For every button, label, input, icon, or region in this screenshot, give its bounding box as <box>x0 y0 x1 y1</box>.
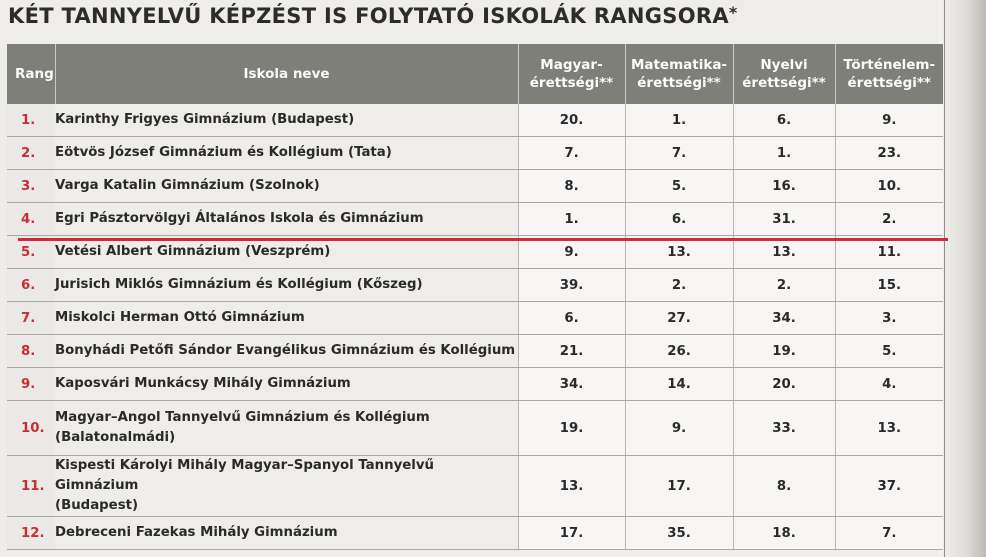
header-school <box>55 44 518 104</box>
header-tort-line1: Történelem- <box>843 57 936 73</box>
header-nyelvi-line1: Nyelvi <box>760 57 808 73</box>
table-row <box>7 137 943 170</box>
school-cell <box>55 104 518 137</box>
matek-cell: 26. <box>625 335 733 368</box>
tort-cell: 9. <box>835 104 943 137</box>
table-row <box>7 517 943 550</box>
nyelvi-cell: 31. <box>733 203 835 236</box>
tort-cell: 5. <box>835 335 943 368</box>
magyar-cell: 19. <box>518 401 625 456</box>
table-row <box>7 203 943 236</box>
matek-cell: 1. <box>625 104 733 137</box>
matek-cell: 7. <box>625 137 733 170</box>
header-row <box>7 44 943 104</box>
tort-cell: 15. <box>835 269 943 302</box>
nyelvi-cell: 1. <box>733 137 835 170</box>
school-name: Egri Pásztorvölgyi Általános Iskola és Gimnázium <box>55 211 424 226</box>
school-cell <box>55 335 518 368</box>
title-footnote-mark: * <box>728 3 738 22</box>
nyelvi-cell: 8. <box>733 456 835 517</box>
nyelvi-cell: 19. <box>733 335 835 368</box>
table-row <box>7 335 943 368</box>
matek-cell: 27. <box>625 302 733 335</box>
tort-cell: 3. <box>835 302 943 335</box>
rank-cell: 6. <box>7 269 55 302</box>
tort-cell: 13. <box>835 401 943 456</box>
table-row <box>7 368 943 401</box>
rank-cell: 2. <box>7 137 55 170</box>
magyar-cell: 20. <box>518 104 625 137</box>
matek-cell: 14. <box>625 368 733 401</box>
magyar-cell: 8. <box>518 170 625 203</box>
nyelvi-cell: 18. <box>733 517 835 550</box>
magyar-cell: 34. <box>518 368 625 401</box>
school-name: Miskolci Herman Ottó Gimnázium <box>55 310 305 325</box>
table-row <box>7 269 943 302</box>
table-row <box>7 401 943 456</box>
school-name-line2: (Budapest) <box>55 498 139 513</box>
matek-cell: 6. <box>625 203 733 236</box>
magyar-cell: 21. <box>518 335 625 368</box>
matek-cell: 35. <box>625 517 733 550</box>
matek-cell: 13. <box>625 236 733 269</box>
magyar-cell: 13. <box>518 456 625 517</box>
school-name: Debreceni Fazekas Mihály Gimnázium <box>55 525 338 540</box>
ranking-table <box>7 44 943 550</box>
header-magyar <box>518 44 625 104</box>
nyelvi-cell: 13. <box>733 236 835 269</box>
rank-cell: 7. <box>7 302 55 335</box>
school-cell <box>55 203 518 236</box>
rank-cell: 5. <box>7 236 55 269</box>
magyar-cell: 17. <box>518 517 625 550</box>
matek-cell: 5. <box>625 170 733 203</box>
title-text: KÉT TANNYELVŰ KÉPZÉST IS FOLYTATÓ ISKOLÁK RANGSORA <box>8 4 729 28</box>
magyar-cell: 9. <box>518 236 625 269</box>
header-magyar-line2: érettségi** <box>529 75 614 91</box>
tort-cell: 37. <box>835 456 943 517</box>
school-name: Vetési Albert Gimnázium (Veszprém) <box>55 244 331 259</box>
header-matek-line1: Matematika- <box>630 57 728 73</box>
header-tort <box>835 44 943 104</box>
school-name: Bonyhádi Petőfi Sándor Evangélikus Gimnázium és Kollégium <box>55 343 516 358</box>
school-name: Varga Katalin Gimnázium (Szolnok) <box>55 178 320 193</box>
school-cell <box>55 401 518 456</box>
school-cell <box>55 368 518 401</box>
header-nyelvi <box>733 44 835 104</box>
table-body <box>7 104 943 550</box>
magyar-cell: 7. <box>518 137 625 170</box>
tort-cell: 11. <box>835 236 943 269</box>
tort-cell: 23. <box>835 137 943 170</box>
rank-cell: 8. <box>7 335 55 368</box>
school-name: Eötvös József Gimnázium és Kollégium (Tata) <box>55 145 392 160</box>
nyelvi-cell: 33. <box>733 401 835 456</box>
rank-cell: 3. <box>7 170 55 203</box>
rank-cell: 10. <box>7 401 55 456</box>
school-cell <box>55 302 518 335</box>
school-cell <box>55 137 518 170</box>
header-tort-line2: érettségi** <box>847 75 931 91</box>
page-binding-edge <box>938 0 986 557</box>
rank-cell: 4. <box>7 203 55 236</box>
magyar-cell: 6. <box>518 302 625 335</box>
nyelvi-cell: 2. <box>733 269 835 302</box>
tort-cell: 4. <box>835 368 943 401</box>
table-row <box>7 170 943 203</box>
school-cell <box>55 170 518 203</box>
nyelvi-cell: 16. <box>733 170 835 203</box>
magyar-cell: 39. <box>518 269 625 302</box>
nyelvi-cell: 6. <box>733 104 835 137</box>
school-cell <box>55 269 518 302</box>
page-title <box>8 4 738 28</box>
header-nyelvi-line2: érettségi** <box>742 75 826 91</box>
tort-cell: 7. <box>835 517 943 550</box>
binding-line <box>944 0 945 557</box>
header-rank <box>7 44 55 104</box>
highlight-cutoff-line <box>18 238 948 241</box>
header-magyar-line1: Magyar- <box>540 57 603 73</box>
rank-cell: 11. <box>7 456 55 517</box>
table-row <box>7 302 943 335</box>
nyelvi-cell: 20. <box>733 368 835 401</box>
matek-cell: 17. <box>625 456 733 517</box>
header-matek-line2: érettségi** <box>637 75 721 91</box>
rank-cell: 12. <box>7 517 55 550</box>
rank-cell: 1. <box>7 104 55 137</box>
header-matek <box>625 44 733 104</box>
tort-cell: 2. <box>835 203 943 236</box>
school-name: Jurisich Miklós Gimnázium és Kollégium (Kőszeg) <box>55 277 423 292</box>
rank-cell: 9. <box>7 368 55 401</box>
school-cell <box>55 456 518 517</box>
nyelvi-cell: 34. <box>733 302 835 335</box>
matek-cell: 2. <box>625 269 733 302</box>
school-name: Kaposvári Munkácsy Mihály Gimnázium <box>55 376 351 391</box>
table-row <box>7 104 943 137</box>
school-name-line2: (Balatonalmádi) <box>55 430 176 445</box>
tort-cell: 10. <box>835 170 943 203</box>
school-cell <box>55 517 518 550</box>
school-name: Magyar–Angol Tannyelvű Gimnázium és Kollégium <box>55 410 430 425</box>
table-row <box>7 456 943 517</box>
school-name: Karinthy Frigyes Gimnázium (Budapest) <box>55 112 355 127</box>
school-name: Kispesti Károlyi Mihály Magyar–Spanyol Tannyelvű Gimnázium <box>55 458 434 493</box>
header-school-label: Iskola neve <box>243 66 330 82</box>
matek-cell: 9. <box>625 401 733 456</box>
header-rank-label: Rang <box>15 66 54 82</box>
magyar-cell: 1. <box>518 203 625 236</box>
table-header <box>7 44 943 104</box>
